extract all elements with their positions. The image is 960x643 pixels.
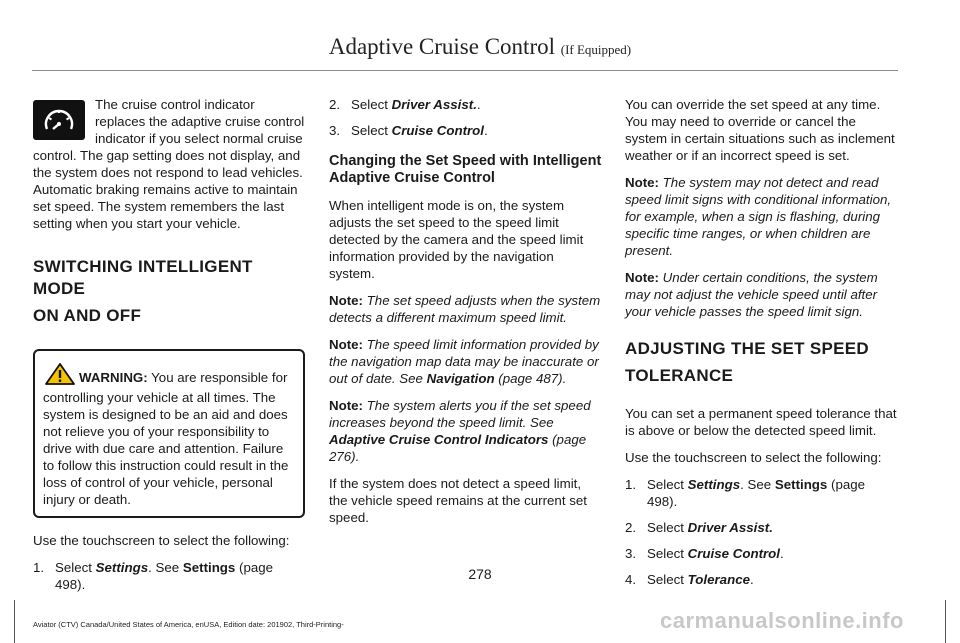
step-item: 2. Select Driver Assist.. <box>329 97 481 112</box>
crop-mark-left <box>14 600 15 643</box>
step-item: 2. Select Driver Assist. <box>625 520 773 535</box>
step-item: 1. Select Settings. See Settings (page 498). <box>625 477 866 509</box>
navigation-link[interactable]: Navigation <box>426 371 495 386</box>
note: Note: The speed limit information provided by the navigation map data may be inaccurate or out of date. See Navigation (page 487). <box>329 337 599 386</box>
paragraph: You can set a permanent speed tolerance that is above or below the detected speed limit. <box>625 406 897 438</box>
crop-mark-right <box>945 600 946 643</box>
settings-link[interactable]: Settings <box>774 477 828 492</box>
step-item: 1. Select Settings. See Settings (page 498). <box>33 560 274 592</box>
column-2 <box>329 96 603 536</box>
warning-label: WARNING: <box>79 370 148 385</box>
page-title-main: Adaptive Cruise Control <box>328 34 555 59</box>
subheading-changing-set-speed: Changing the Set Speed with Intelligent Adaptive Cruise Control <box>329 153 602 186</box>
paragraph: If the system does not detect a speed limit, the vehicle speed remains at the current set speed. <box>329 476 587 525</box>
column-1 <box>33 96 305 602</box>
settings-menu-ref: Settings <box>95 560 149 575</box>
warning-triangle-icon <box>45 363 75 389</box>
note: Note: The system alerts you if the set speed increases beyond the speed limit. See Adaptive Cruise Control Indicators (page 276). <box>329 398 591 464</box>
section-heading-switching-intelligent-mode: SWITCHING INTELLIGENT MODE ON AND OFF <box>33 257 253 325</box>
settings-link[interactable]: Settings <box>182 560 236 575</box>
step-item: 4. Select Tolerance. <box>625 572 754 587</box>
note: Note: Under certain conditions, the system may not adjust the vehicle speed until after your vehicle passes the speed limit sign. <box>625 270 878 319</box>
touchscreen-intro: Use the touchscreen to select the following: <box>625 450 882 465</box>
page-title-subtitle: (If Equipped) <box>560 42 632 57</box>
warning-box <box>33 349 305 518</box>
watermark: carmanualsonline.info <box>660 608 904 633</box>
note: Note: The system may not detect and read speed limit signs with conditional information, for example, when a sign is flashing, during specific time ranges, or when children are present. <box>625 175 892 258</box>
indicator-text: The cruise control indicator replaces the adaptive cruise control indicator if you select normal cruise control. The gap setting does not display, and the system does not respond to lead vehicles. Automatic braking remains active to maintain set speed. The system remembers the last setting when you start your vehicle. <box>33 97 305 231</box>
paragraph: You can override the set speed at any time. You may need to override or cancel the system in certain situations such as inclement weather or if an incorrect speed is set. <box>625 97 895 163</box>
steps-list-2 <box>329 96 603 139</box>
step-item: 3. Select Cruise Control. <box>329 123 488 138</box>
edition-footer: Aviator (CTV) Canada/United States of America, enUSA, Edition date: 201902, Third-Printing- <box>33 620 344 629</box>
paragraph: When intelligent mode is on, the system adjusts the set speed to the speed limit detected by the camera and the speed limit information provided by the navigation system. <box>329 198 584 281</box>
column-3 <box>625 96 897 597</box>
title-divider <box>32 70 898 71</box>
acc-indicators-link[interactable]: Adaptive Cruise Control Indicators <box>329 432 549 447</box>
step-item: 3. Select Cruise Control. <box>625 546 784 561</box>
page-number: 278 <box>468 566 492 582</box>
section-heading-adjusting-set-speed-tolerance: ADJUSTING THE SET SPEED TOLERANCE <box>625 339 869 385</box>
warning-text: You are responsible for controlling your vehicle at all times. The system is designed to be an aid and does not relieve you of your responsibility to drive with due care and attention. Failure to follow this instruction could result in the loss of control of your vehicle, personal injury or death. <box>43 370 289 507</box>
page-title <box>0 34 960 60</box>
cruise-control-indicator-icon <box>33 100 85 140</box>
note: Note: The set speed adjusts when the system detects a different maximum speed limit. <box>329 293 601 325</box>
touchscreen-intro: Use the touchscreen to select the following: <box>33 533 290 548</box>
indicator-description <box>33 96 305 232</box>
